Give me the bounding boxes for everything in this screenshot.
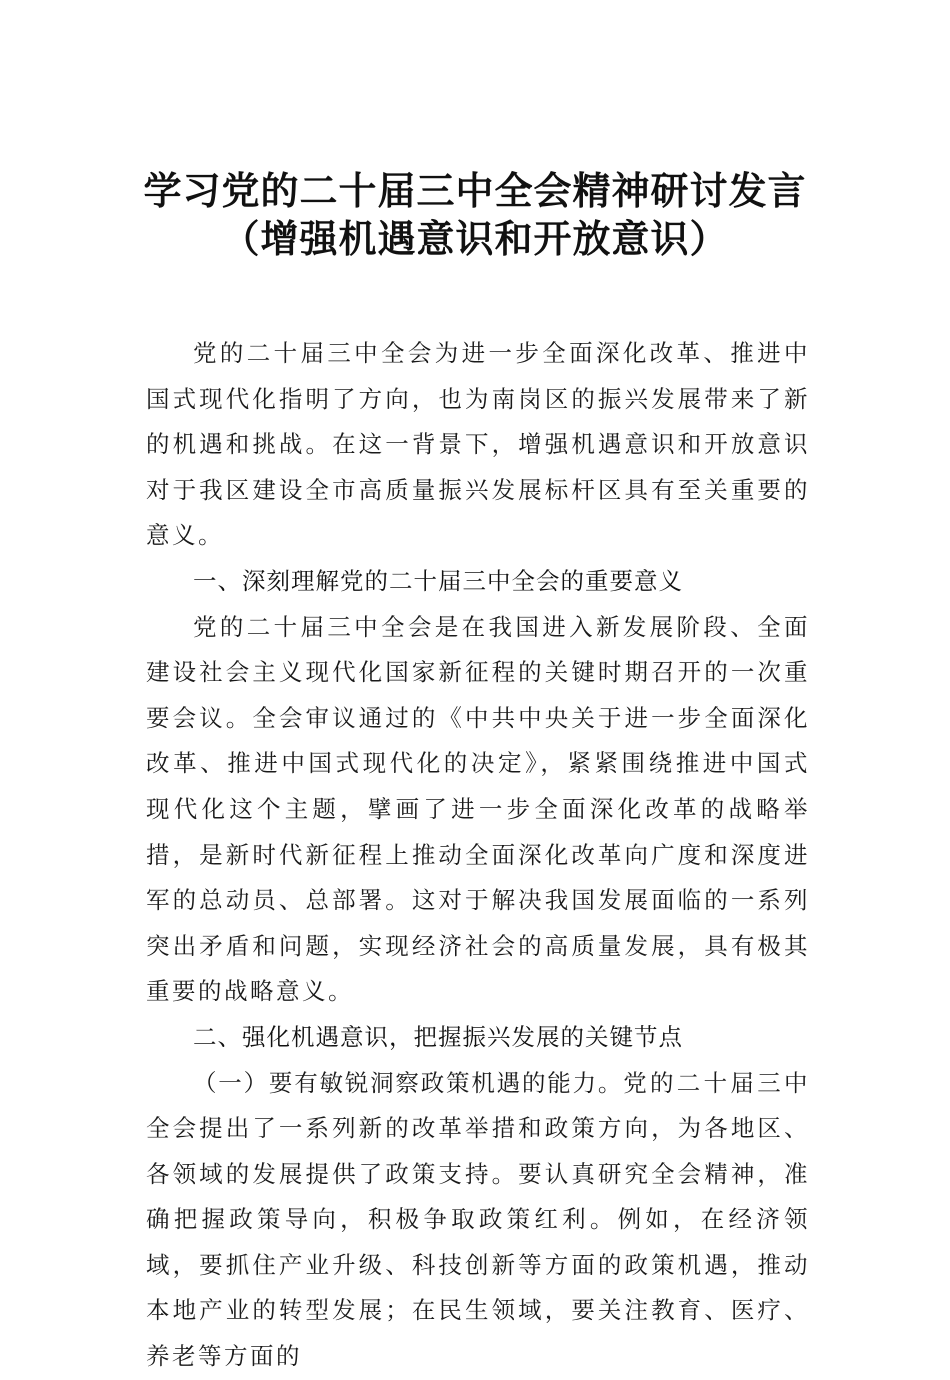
document-body <box>146 331 810 1380</box>
subpoint-1-text: 党的二十届三中全会提出了一系列新的改革举措和政策方向，为各地区、各领域的发展提供了政策支持。要认真研究全会精神，准确把握政策导向，积极争取政策红利。例如，在经济领域，要抓住产业升级、科技创新等方面的政策机遇，推动本地产业的转型发展；在民生领域，要关注教育、医疗、养老等方面的 <box>146 1068 811 1371</box>
subpoint-1-lead: （一）要有敏锐洞察政策机遇的能力。 <box>193 1068 624 1097</box>
section-2-subpoint-1 <box>146 1061 810 1380</box>
document-title: 学习党的二十届三中全会精神研讨发言 <box>143 168 807 213</box>
intro-paragraph: 党的二十届三中全会为进一步全面深化改革、推进中国式现代化指明了方向，也为南岗区的振兴发展带来了新的机遇和挑战。在这一背景下，增强机遇意识和开放意识对于我区建设全市高质量振兴发展标杆区具有至关重要的意义。 <box>146 339 810 550</box>
section-1-paragraph: 党的二十届三中全会是在我国进入新发展阶段、全面建设社会主义现代化国家新征程的关键时期召开的一次重要会议。全会审议通过的《中共中央关于进一步全面深化改革、推进中国式现代化的决定》，紧紧围绕推进中国式现代化这个主题，擘画了进一步全面深化改革的战略举措，是新时代新征程上推动全面深化改革向广度和深度进军的总动员、总部署。这对于解决我国发展面临的一系列突出矛盾和问题，实现经济社会的高质量发展，具有极其重要的战略意义。 <box>146 612 810 1006</box>
section-2-heading: 二、强化机遇意识，把握振兴发展的关键节点 <box>193 1022 683 1051</box>
document-subtitle: （增强机遇意识和开放意识） <box>221 216 729 261</box>
section-1-heading: 一、深刻理解党的二十届三中全会的重要意义 <box>193 566 683 595</box>
